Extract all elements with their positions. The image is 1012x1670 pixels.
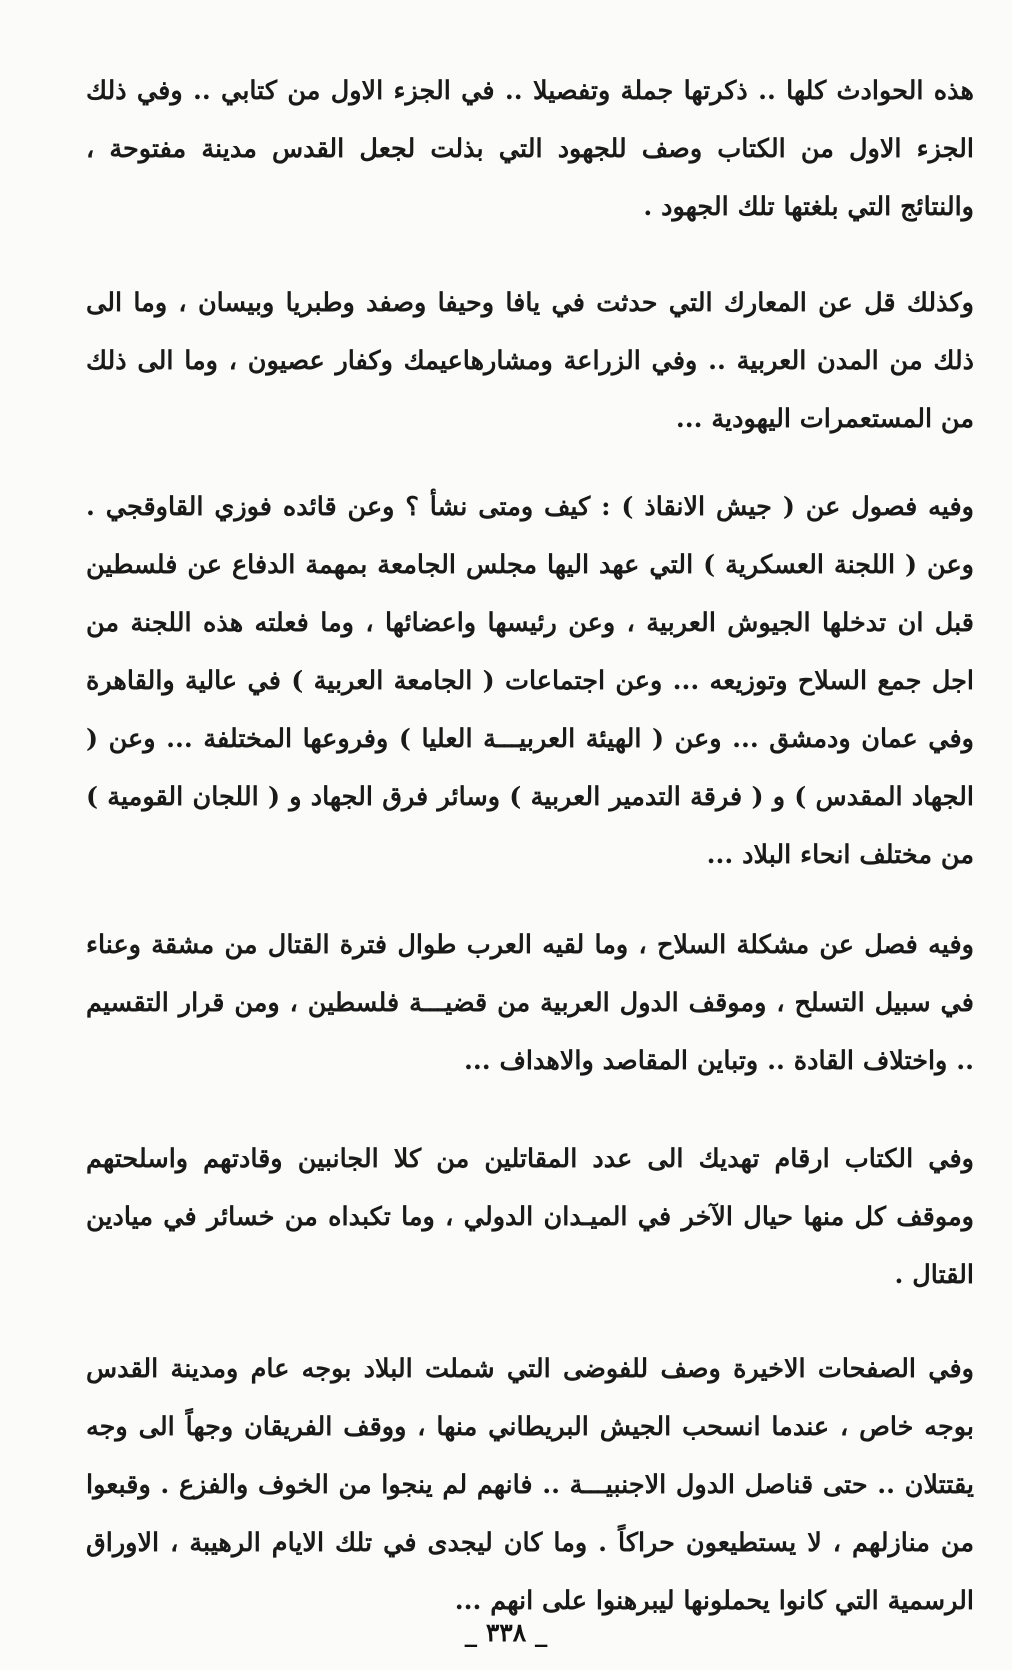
- paragraph-2: وكذلك قل عن المعارك التي حدثت في يافا وحيفا وصفد وطبريا وبيسان ، وما الى ذلك من المدن العربية .. وفي الزراعة ومشارهاعيمك وكفار عصيون ، وما الى ذلك من المستعمرات اليهودية ...: [86, 288, 974, 434]
- paragraph-gap: [86, 448, 974, 478]
- paragraph-3: وفيه فصول عن ( جيش الانقاذ ) : كيف ومتى نشأ ؟ وعن قائده فوزي القاوقجي . وعن ( اللجنة العسكرية ) التي عهد اليها مجلس الجامعة بمهمة الدفاع عن فلسطين قبل ان تدخلها الجيوش العربية ، وعن رئيسها واعضائها ، وما فعلته هذه اللجنة من اجل جمع السلاح وتوزيعه ... وعن اجتماعات ( الجامعة العربية ) في عالية والقاهرة وفي عمان ودمشق ... وعن ( الهيئة العربيـــة العليا ) وفروعها المختلفة ... وعن ( الجهاد المقدس ) و ( فرقة التدمير العربية ) وسائر فرق الجهاد و ( اللجان القومية ) من مختلف انحاء البلاد ...: [86, 492, 974, 870]
- body-text: [86, 62, 974, 1630]
- paragraph-5: وفي الكتاب ارقام تهديك الى عدد المقاتلين من كلا الجانبين وقادتهم واسلحتهم وموقف كل منها حيال الآخر في الميـدان الدولي ، وما تكبداه من خسائر في ميادين القتال .: [86, 1144, 974, 1290]
- paragraph-4: وفيه فصل عن مشكلة السلاح ، وما لقيه العرب طوال فترة القتال من مشقة وعناء في سبيل التسلح ، وموقف الدول العربية من قضيـــة فلسطين ، ومن قرار التقسيم .. واختلاف القادة .. وتباين المقاصد والاهداف ...: [86, 930, 974, 1076]
- paragraph-1: هذه الحوادث كلها .. ذكرتها جملة وتفصيلا .. في الجزء الاول من كتابي .. وفي ذلك الجزء الاول من الكتاب وصف للجهود التي بذلت لجعل القدس مدينة مفتوحة ، والنتائج التي بلغتها تلك الجهود .: [86, 76, 974, 222]
- paragraph-6: وفي الصفحات الاخيرة وصف للفوضى التي شملت البلاد بوجه عام ومدينة القدس بوجه خاص ، عندما انسحب الجيش البريطاني منها ، ووقف الفريقان وجهاً الى وجه يقتتلان .. حتى قناصل الدول الاجنبيـــة .. فانهم لم ينجوا من الخوف والفزع . وقبعوا من منازلهم ، لا يستطيعون حراكاً . وما كان ليجدى في تلك الايام الرهيبة ، الاوراق الرسمية التي كانوا يحملونها ليبرهنوا على انهم ...: [86, 1354, 974, 1616]
- paragraph-gap: [86, 1304, 974, 1340]
- paragraph-gap: [86, 1090, 974, 1130]
- paragraph-gap: [86, 236, 974, 274]
- paragraph-gap: [86, 884, 974, 916]
- page-number: _ ٣٣٨ _: [464, 1618, 548, 1647]
